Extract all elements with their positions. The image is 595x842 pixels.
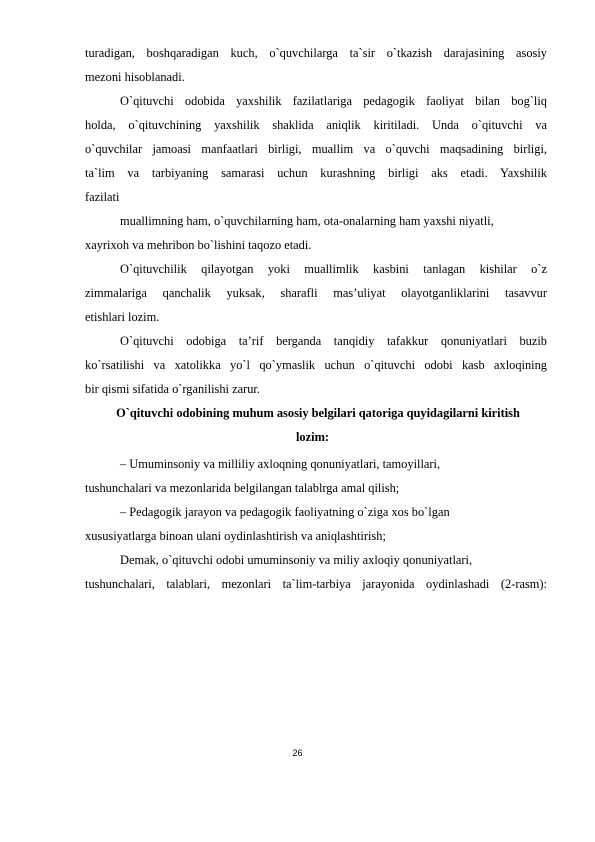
paragraph-line: fazilati bbox=[85, 190, 120, 204]
paragraph-line: O`qituvchilik qilayotgan yoki muallimlik kasbini tanlagan kishilar o`z bbox=[120, 262, 547, 276]
paragraph-line: o`quvchilar jamoasi manfaatlari birligi, muallim va o`quvchi maqsadining birligi, bbox=[85, 142, 547, 156]
paragraph-line: O`qituvchi odobida yaxshilik fazilatlariga pedagogik faoliyat bilan bog`liq bbox=[120, 94, 547, 108]
paragraph-line: holda, o`qituvchining yaxshilik shaklida aniqlik kiritiladi. Unda o`qituvchi va bbox=[85, 118, 547, 132]
paragraph-line: turadigan, boshqaradigan kuch, o`quvchilarga ta`sir o`tkazish darajasining asosiy bbox=[85, 46, 547, 60]
paragraph-line: ta`lim va tarbiyaning samarasi uchun kurashning birligi aks etadi. Yaxshilik bbox=[85, 166, 547, 180]
list-item-line: xususiyatlarga binoan ulani oydinlashtirish va aniqlashtirish; bbox=[85, 529, 386, 543]
paragraph-line: O`qituvchi odobiga ta’rif berganda tanqidiy tafakkur qonuniyatlari buzib bbox=[120, 334, 547, 348]
paragraph-line: muallimning ham, o`quvchilarning ham, ota-onalarning ham yaxshi niyatli, bbox=[120, 214, 494, 228]
paragraph-line: bir qismi sifatida o`rganilishi zarur. bbox=[85, 382, 260, 396]
paragraph-line: zimmalariga qanchalik yuksak, sharafli mas’uliyat olayotganliklarini tasavvur bbox=[85, 286, 547, 300]
section-heading-line: O`qituvchi odobining muhum asosiy belgilari qatoriga quyidagilarni kiritish bbox=[116, 406, 520, 420]
section-heading-line: lozim: bbox=[295, 430, 330, 444]
paragraph-line: etishlari lozim. bbox=[85, 310, 160, 324]
paragraph-line: mezoni hisoblanadi. bbox=[85, 70, 185, 84]
list-item-line: tushunchalari va mezonlarida belgilangan talablrga amal qilish; bbox=[85, 481, 400, 495]
paragraph-line: xayrixoh va mehribon bo`lishini taqozo etadi. bbox=[85, 238, 312, 252]
list-item-line: – Pedagogik jarayon va pedagogik faoliyatning o`ziga xos bo`lgan bbox=[120, 505, 450, 519]
paragraph-line: ko`rsatilishi va xatolikka yo`l qo`ymaslik uchun o`qituvchi odobi kasb axloqining bbox=[85, 358, 547, 372]
paragraph-line: tushunchalari, talablari, mezonlari ta`lim-tarbiya jarayonida oydinlashadi (2-rasm): bbox=[85, 577, 547, 591]
paragraph-line: Demak, o`qituvchi odobi umuminsoniy va miliy axloqiy qonuniyatlari, bbox=[120, 553, 473, 567]
list-item-line: – Umuminsoniy va milliliy axloqning qonuniyatlari, tamoyillari, bbox=[120, 457, 441, 471]
page-number: 26 bbox=[292, 748, 303, 758]
